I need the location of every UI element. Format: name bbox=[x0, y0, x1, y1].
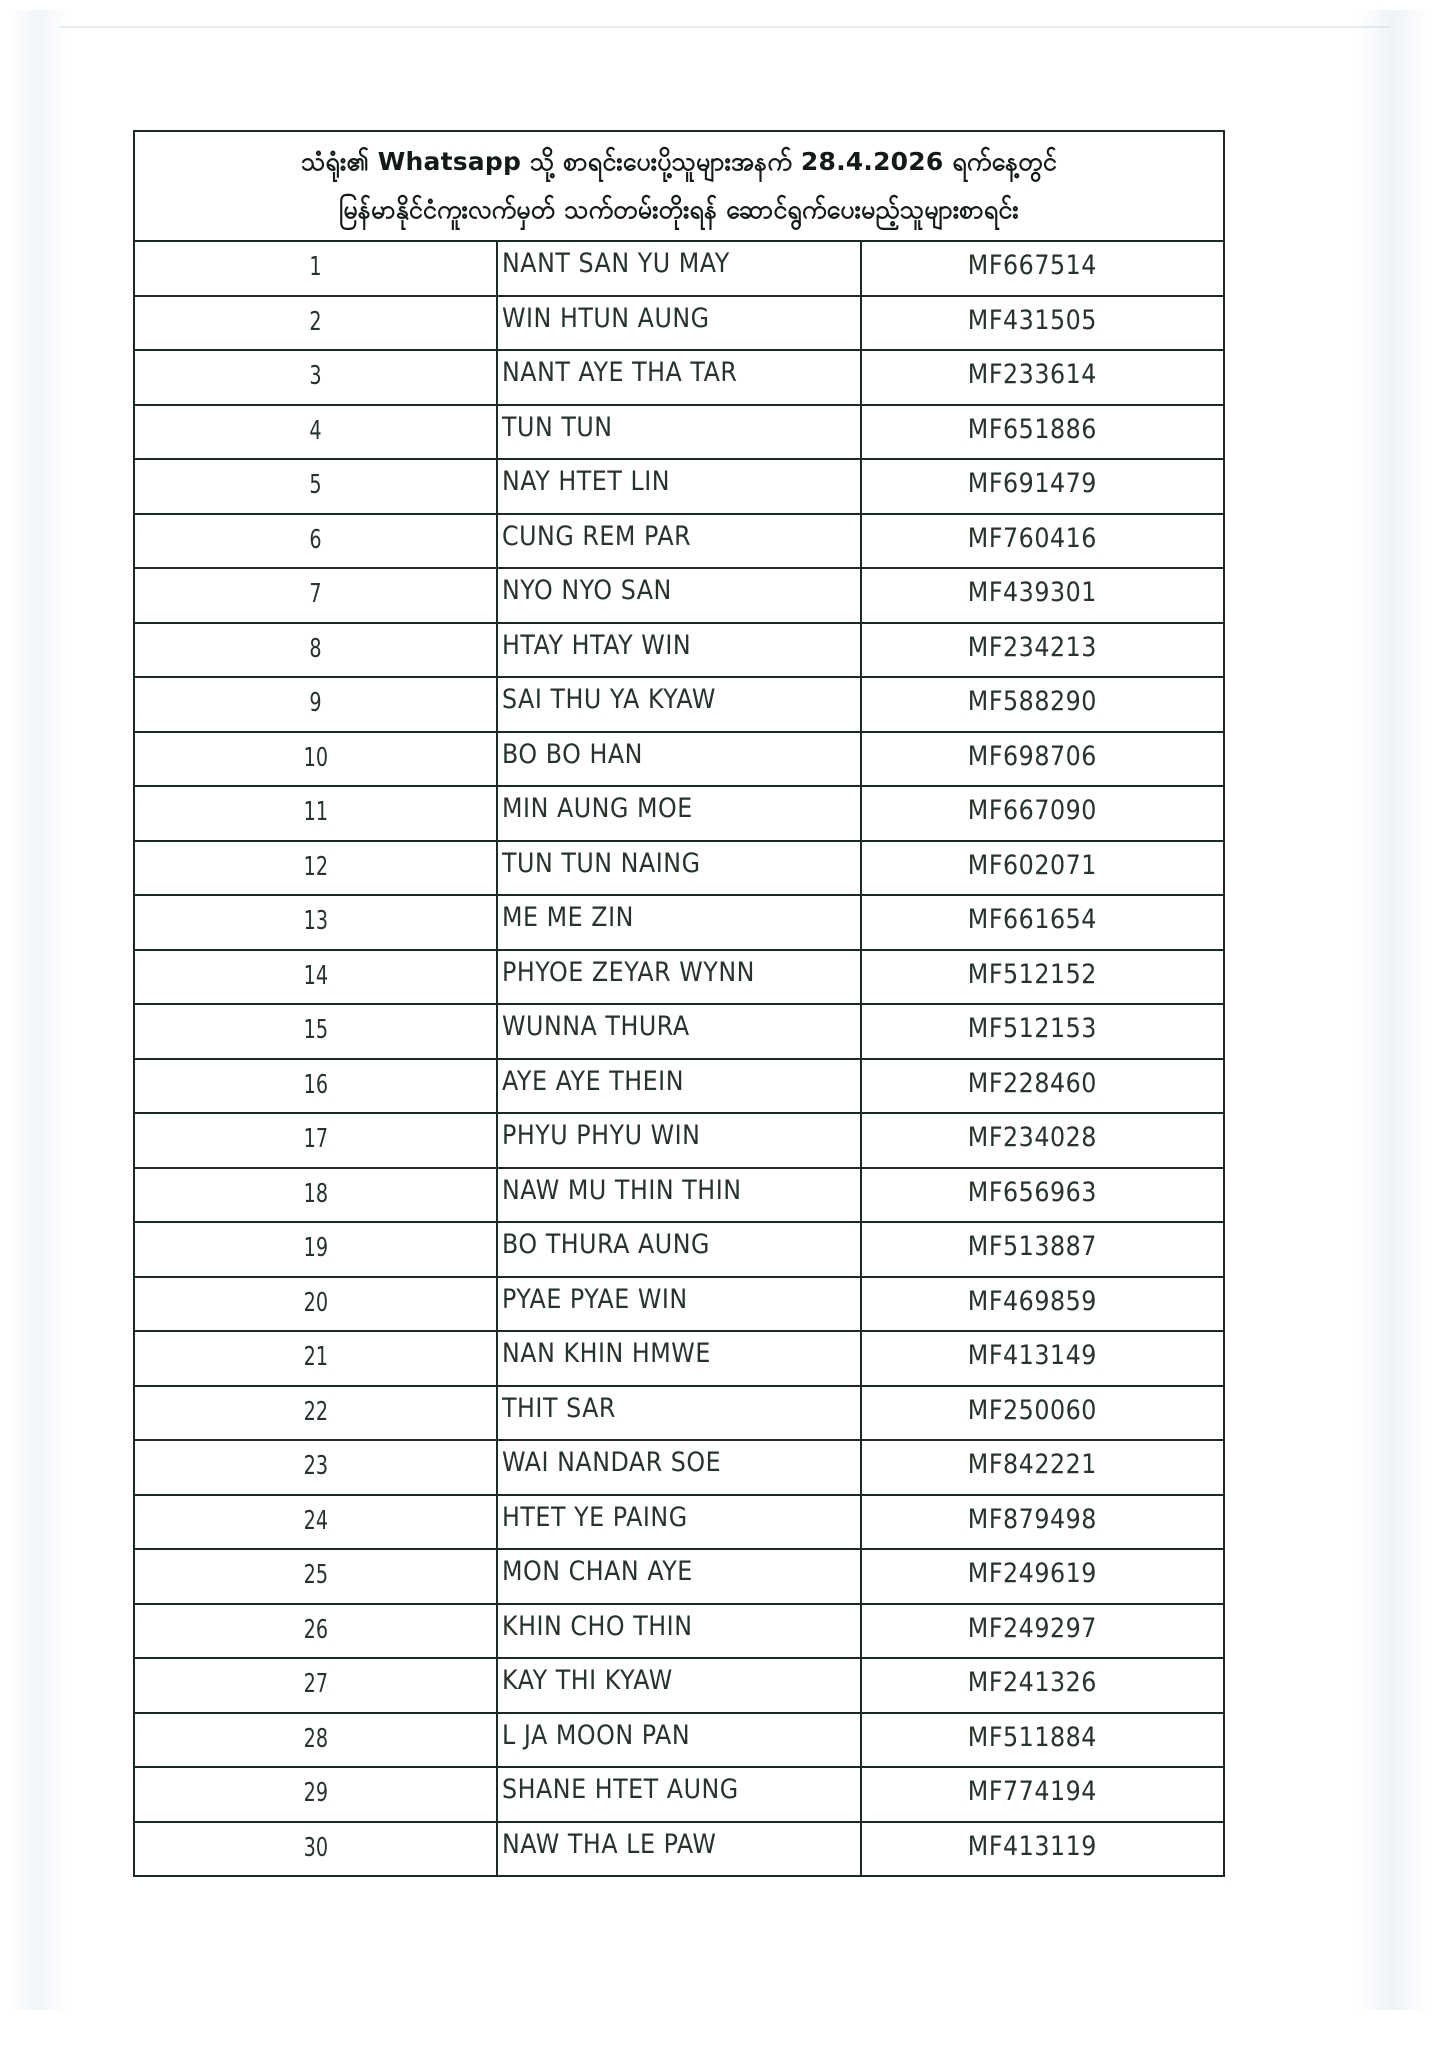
passport-number-cell bbox=[861, 1658, 1224, 1713]
applicant-name: HTET YE PAING bbox=[502, 1501, 688, 1533]
applicant-name: CUNG REM PAR bbox=[502, 520, 692, 552]
passport-number: MF879498 bbox=[967, 1503, 1097, 1535]
passport-number: MF234213 bbox=[967, 631, 1097, 663]
passport-number: MF228460 bbox=[967, 1067, 1097, 1099]
row-number: 15 bbox=[303, 1015, 328, 1045]
passport-number-cell bbox=[861, 1168, 1224, 1223]
name-cell bbox=[497, 732, 860, 787]
name-cell bbox=[497, 786, 860, 841]
row-number-cell bbox=[134, 1113, 497, 1168]
row-number: 21 bbox=[303, 1342, 328, 1372]
table-row bbox=[134, 732, 1224, 787]
passport-number-cell bbox=[861, 1604, 1224, 1659]
row-number: 7 bbox=[309, 579, 322, 609]
passport-number-cell bbox=[861, 950, 1224, 1005]
name-cell bbox=[497, 568, 860, 623]
passport-number: MF249619 bbox=[967, 1558, 1097, 1589]
row-number-cell bbox=[134, 241, 497, 296]
row-number: 2 bbox=[309, 306, 322, 337]
row-number: 1 bbox=[309, 252, 322, 282]
table-row bbox=[134, 1767, 1224, 1822]
row-number-cell bbox=[134, 1495, 497, 1550]
table-row bbox=[134, 1604, 1224, 1659]
passport-number-cell bbox=[861, 786, 1224, 841]
passport-number: MF588290 bbox=[967, 686, 1097, 717]
row-number-cell bbox=[134, 1658, 497, 1713]
passport-number-cell bbox=[861, 1495, 1224, 1550]
row-number: 29 bbox=[303, 1778, 328, 1808]
passport-number: MF651886 bbox=[967, 413, 1097, 445]
row-number-cell bbox=[134, 1549, 497, 1604]
table-row bbox=[134, 1331, 1224, 1386]
name-cell bbox=[497, 1386, 860, 1441]
applicant-name: WUNNA THURA bbox=[502, 1011, 690, 1042]
passport-number: MF691479 bbox=[967, 468, 1097, 499]
document-page bbox=[133, 130, 1225, 1877]
passport-number-cell bbox=[861, 623, 1224, 678]
passport-number-cell bbox=[861, 1822, 1224, 1877]
row-number: 18 bbox=[303, 1178, 328, 1209]
passport-number: MF602071 bbox=[967, 849, 1097, 881]
passport-number-cell bbox=[861, 1331, 1224, 1386]
row-number-cell bbox=[134, 1059, 497, 1114]
passport-number-cell bbox=[861, 1440, 1224, 1495]
passport-renewal-table bbox=[133, 130, 1225, 1877]
table-row bbox=[134, 677, 1224, 732]
table-row bbox=[134, 1658, 1224, 1713]
passport-number-cell bbox=[861, 241, 1224, 296]
name-cell bbox=[497, 459, 860, 514]
name-cell bbox=[497, 1168, 860, 1223]
passport-number-cell bbox=[861, 1113, 1224, 1168]
name-cell bbox=[497, 296, 860, 351]
name-cell bbox=[497, 623, 860, 678]
row-number: 28 bbox=[303, 1723, 328, 1754]
row-number: 10 bbox=[303, 742, 328, 773]
passport-number: MF667090 bbox=[967, 795, 1097, 826]
name-cell bbox=[497, 1331, 860, 1386]
name-cell bbox=[497, 1495, 860, 1550]
row-number-cell bbox=[134, 1277, 497, 1332]
name-cell bbox=[497, 1277, 860, 1332]
applicant-name: BO THURA AUNG bbox=[502, 1229, 711, 1260]
row-number-cell bbox=[134, 895, 497, 950]
applicant-name: WAI NANDAR SOE bbox=[502, 1447, 722, 1478]
table-body bbox=[134, 241, 1224, 1876]
table-row bbox=[134, 1386, 1224, 1441]
table-row bbox=[134, 950, 1224, 1005]
table-row bbox=[134, 1549, 1224, 1604]
passport-number: MF760416 bbox=[967, 522, 1097, 554]
passport-number-cell bbox=[861, 841, 1224, 896]
row-number: 17 bbox=[303, 1124, 328, 1154]
passport-number: MF439301 bbox=[967, 577, 1097, 608]
table-row bbox=[134, 895, 1224, 950]
table-row bbox=[134, 1277, 1224, 1332]
passport-number-cell bbox=[861, 1004, 1224, 1059]
name-cell bbox=[497, 1658, 860, 1713]
passport-number: MF250060 bbox=[967, 1394, 1097, 1426]
table-row bbox=[134, 350, 1224, 405]
row-number: 25 bbox=[303, 1560, 328, 1590]
row-number-cell bbox=[134, 1604, 497, 1659]
passport-number-cell bbox=[861, 296, 1224, 351]
name-cell bbox=[497, 1822, 860, 1877]
passport-number: MF241326 bbox=[967, 1667, 1097, 1698]
name-cell bbox=[497, 1549, 860, 1604]
row-number-cell bbox=[134, 1222, 497, 1277]
row-number-cell bbox=[134, 732, 497, 787]
name-cell bbox=[497, 1767, 860, 1822]
table-row bbox=[134, 1222, 1224, 1277]
passport-number: MF842221 bbox=[967, 1449, 1097, 1480]
title-line-2: မြန်မာနိုင်ငံကူးလက်မှတ် သက်တမ်းတိုးရန် ဆောင်ရွက်ပေးမည့်သူများစာရင်း bbox=[339, 195, 1019, 224]
passport-number-cell bbox=[861, 895, 1224, 950]
passport-number: MF233614 bbox=[967, 359, 1097, 390]
document-title bbox=[134, 131, 1224, 241]
row-number: 27 bbox=[303, 1669, 328, 1699]
table-row bbox=[134, 1713, 1224, 1768]
applicant-name: PYAE PYAE WIN bbox=[502, 1283, 689, 1315]
table-row bbox=[134, 1440, 1224, 1495]
row-number-cell bbox=[134, 1331, 497, 1386]
row-number-cell bbox=[134, 1713, 497, 1768]
passport-number-cell bbox=[861, 1222, 1224, 1277]
name-cell bbox=[497, 514, 860, 569]
row-number: 9 bbox=[309, 688, 322, 718]
row-number: 4 bbox=[309, 415, 322, 446]
row-number: 11 bbox=[303, 797, 328, 827]
applicant-name: PHYU PHYU WIN bbox=[502, 1120, 701, 1151]
passport-number: MF661654 bbox=[967, 904, 1097, 935]
row-number: 8 bbox=[309, 633, 322, 664]
scan-shadow-right bbox=[1358, 10, 1428, 2010]
name-cell bbox=[497, 1004, 860, 1059]
row-number-cell bbox=[134, 1440, 497, 1495]
applicant-name: TUN TUN bbox=[502, 411, 613, 443]
passport-number-cell bbox=[861, 568, 1224, 623]
table-row bbox=[134, 1113, 1224, 1168]
table-header-row bbox=[134, 131, 1224, 241]
table-row bbox=[134, 405, 1224, 460]
name-cell bbox=[497, 350, 860, 405]
row-number: 19 bbox=[303, 1233, 328, 1263]
table-row bbox=[134, 841, 1224, 896]
passport-number: MF774194 bbox=[967, 1776, 1097, 1807]
row-number: 6 bbox=[309, 524, 322, 555]
row-number-cell bbox=[134, 568, 497, 623]
passport-number-cell bbox=[861, 1549, 1224, 1604]
row-number-cell bbox=[134, 350, 497, 405]
name-cell bbox=[497, 950, 860, 1005]
row-number: 5 bbox=[309, 470, 322, 500]
passport-number: MF656963 bbox=[967, 1176, 1097, 1208]
row-number-cell bbox=[134, 786, 497, 841]
row-number-cell bbox=[134, 296, 497, 351]
applicant-name: MIN AUNG MOE bbox=[502, 793, 694, 824]
row-number: 22 bbox=[303, 1396, 328, 1427]
applicant-name: PHYOE ZEYAR WYNN bbox=[502, 956, 756, 988]
name-cell bbox=[497, 677, 860, 732]
passport-number: MF413149 bbox=[967, 1340, 1097, 1371]
name-cell bbox=[497, 1222, 860, 1277]
passport-number-cell bbox=[861, 1059, 1224, 1114]
row-number: 16 bbox=[303, 1069, 328, 1100]
row-number: 26 bbox=[303, 1614, 328, 1645]
row-number: 14 bbox=[303, 960, 328, 991]
passport-number: MF512153 bbox=[967, 1013, 1097, 1044]
row-number: 13 bbox=[303, 906, 328, 936]
name-cell bbox=[497, 895, 860, 950]
passport-number: MF234028 bbox=[967, 1122, 1097, 1153]
passport-number-cell bbox=[861, 1767, 1224, 1822]
row-number: 23 bbox=[303, 1451, 328, 1481]
row-number-cell bbox=[134, 459, 497, 514]
row-number-cell bbox=[134, 405, 497, 460]
applicant-name: NAW MU THIN THIN bbox=[502, 1174, 742, 1206]
applicant-name: SAI THU YA KYAW bbox=[502, 684, 717, 715]
applicant-name: HTAY HTAY WIN bbox=[502, 629, 692, 661]
table-row bbox=[134, 1822, 1224, 1877]
name-cell bbox=[497, 405, 860, 460]
passport-number: MF469859 bbox=[967, 1285, 1097, 1317]
row-number-cell bbox=[134, 1822, 497, 1877]
name-cell bbox=[497, 841, 860, 896]
table-row bbox=[134, 241, 1224, 296]
row-number: 20 bbox=[303, 1287, 328, 1318]
applicant-name: AYE AYE THEIN bbox=[502, 1065, 685, 1097]
applicant-name: BO BO HAN bbox=[502, 738, 644, 770]
passport-number: MF249297 bbox=[967, 1612, 1097, 1644]
table-row bbox=[134, 1059, 1224, 1114]
table-row bbox=[134, 568, 1224, 623]
applicant-name: MON CHAN AYE bbox=[502, 1556, 694, 1587]
passport-number: MF431505 bbox=[967, 304, 1097, 336]
passport-number-cell bbox=[861, 405, 1224, 460]
name-cell bbox=[497, 1440, 860, 1495]
applicant-name: L JA MOON PAN bbox=[502, 1719, 691, 1751]
applicant-name: SHANE HTET AUNG bbox=[502, 1774, 740, 1805]
passport-number: MF512152 bbox=[967, 958, 1097, 990]
row-number-cell bbox=[134, 1386, 497, 1441]
passport-number-cell bbox=[861, 677, 1224, 732]
passport-number-cell bbox=[861, 1277, 1224, 1332]
passport-number: MF698706 bbox=[967, 740, 1097, 772]
passport-number-cell bbox=[861, 1386, 1224, 1441]
applicant-name: NAN KHIN HMWE bbox=[502, 1338, 712, 1369]
applicant-name: KAY THI KYAW bbox=[502, 1665, 674, 1696]
table-row bbox=[134, 514, 1224, 569]
applicant-name: ME ME ZIN bbox=[502, 902, 635, 933]
name-cell bbox=[497, 1059, 860, 1114]
row-number-cell bbox=[134, 623, 497, 678]
applicant-name: NANT SAN YU MAY bbox=[502, 248, 731, 279]
row-number: 24 bbox=[303, 1505, 328, 1536]
row-number-cell bbox=[134, 1767, 497, 1822]
passport-number-cell bbox=[861, 350, 1224, 405]
row-number-cell bbox=[134, 1004, 497, 1059]
applicant-name: NAY HTET LIN bbox=[502, 466, 671, 497]
name-cell bbox=[497, 1713, 860, 1768]
applicant-name: WIN HTUN AUNG bbox=[502, 302, 710, 334]
scan-artifact-line bbox=[60, 26, 1390, 28]
row-number: 30 bbox=[303, 1832, 328, 1863]
passport-number: MF413119 bbox=[967, 1830, 1097, 1862]
title-line-1: သံရုံး၏ Whatsapp သို့ စာရင်းပေးပို့သူများအနက် 28.4.2026 ရက်နေ့တွင် bbox=[301, 147, 1057, 176]
table-row bbox=[134, 1495, 1224, 1550]
applicant-name: NAW THA LE PAW bbox=[502, 1828, 717, 1860]
applicant-name: TUN TUN NAING bbox=[502, 847, 701, 879]
row-number-cell bbox=[134, 514, 497, 569]
passport-number-cell bbox=[861, 459, 1224, 514]
name-cell bbox=[497, 1113, 860, 1168]
table-row bbox=[134, 1168, 1224, 1223]
table-row bbox=[134, 1004, 1224, 1059]
name-cell bbox=[497, 1604, 860, 1659]
table-row bbox=[134, 786, 1224, 841]
scan-shadow-left bbox=[8, 10, 68, 2010]
table-row bbox=[134, 296, 1224, 351]
row-number-cell bbox=[134, 841, 497, 896]
row-number-cell bbox=[134, 1168, 497, 1223]
row-number-cell bbox=[134, 677, 497, 732]
table-row bbox=[134, 623, 1224, 678]
passport-number: MF511884 bbox=[967, 1721, 1097, 1753]
row-number-cell bbox=[134, 950, 497, 1005]
passport-number: MF513887 bbox=[967, 1231, 1097, 1262]
applicant-name: NANT AYE THA TAR bbox=[502, 357, 738, 388]
row-number: 3 bbox=[309, 361, 322, 391]
name-cell bbox=[497, 241, 860, 296]
passport-number-cell bbox=[861, 1713, 1224, 1768]
applicant-name: NYO NYO SAN bbox=[502, 575, 673, 606]
passport-number: MF667514 bbox=[967, 250, 1097, 281]
table-row bbox=[134, 459, 1224, 514]
row-number: 12 bbox=[303, 851, 328, 882]
passport-number-cell bbox=[861, 514, 1224, 569]
passport-number-cell bbox=[861, 732, 1224, 787]
applicant-name: KHIN CHO THIN bbox=[502, 1610, 693, 1642]
applicant-name: THIT SAR bbox=[502, 1392, 617, 1424]
